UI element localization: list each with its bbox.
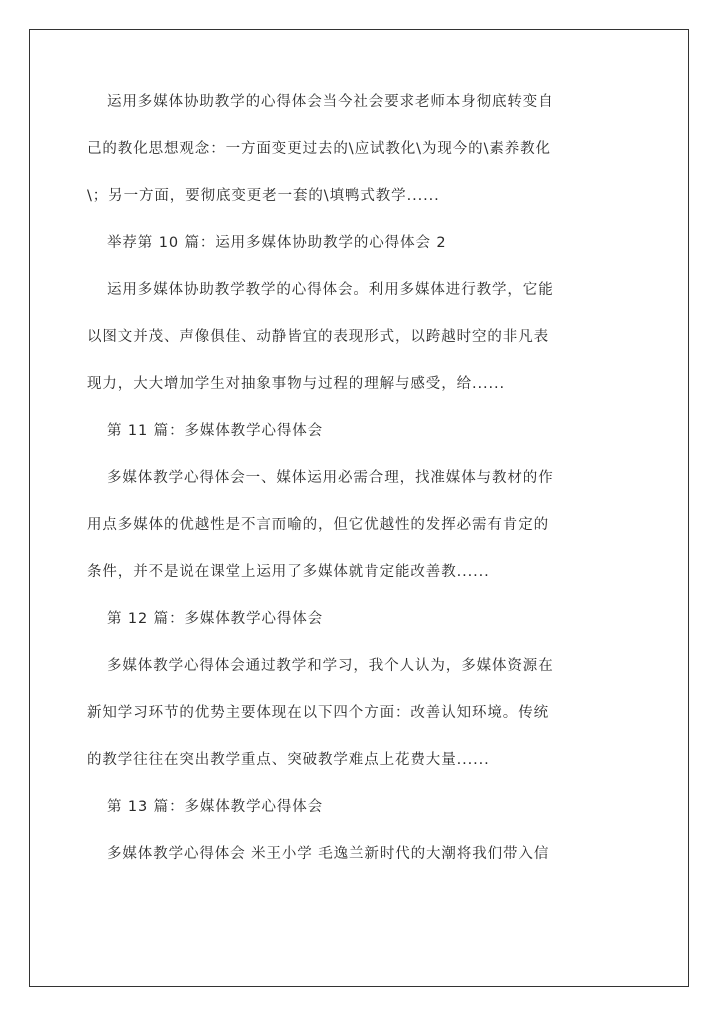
text-line: 新知学习环节的优势主要体现在以下四个方面：改善认知环境。传统 (87, 705, 549, 721)
text-line: 以图文并茂、声像俱佳、动静皆宜的表现形式，以跨越时空的非凡表 (87, 329, 549, 345)
text-line: 现力，大大增加学生对抽象事物与过程的理解与感受，给...... (87, 376, 506, 392)
text-line: 多媒体教学心得体会通过教学和学习，我个人认为，多媒体资源在 (107, 658, 554, 674)
text-line: 用点多媒体的优越性是不言而喻的，但它优越性的发挥必需有肯定的 (87, 517, 549, 533)
text-line: \；另一方面，要彻底变更老一套的\填鸭式教学...... (87, 188, 440, 204)
document-body (87, 93, 635, 892)
text-line: 条件，并不是说在课堂上运用了多媒体就肯定能改善教...... (87, 564, 490, 580)
text-line: 多媒体教学心得体会 米王小学 毛逸兰新时代的大潮将我们带入信 (107, 846, 550, 862)
text-line: 己的教化思想观念：一方面变更过去的\应试教化\为现今的\素养教化 (87, 141, 551, 157)
section-heading: 举荐第 10 篇：运用多媒体协助教学的心得体会 2 (107, 235, 447, 251)
section-heading: 第 11 篇：多媒体教学心得体会 (107, 423, 324, 439)
text-line: 的教学往往在突出教学重点、突破教学难点上花费大量...... (87, 752, 490, 768)
section-heading: 第 13 篇：多媒体教学心得体会 (107, 799, 324, 815)
section-heading: 第 12 篇：多媒体教学心得体会 (107, 611, 324, 627)
text-line: 运用多媒体协助教学的心得体会当今社会要求老师本身彻底转变自 (107, 94, 554, 110)
text-line: 多媒体教学心得体会一、媒体运用必需合理，找准媒体与教材的作 (107, 470, 554, 486)
text-line: 运用多媒体协助教学教学的心得体会。利用多媒体进行教学，它能 (107, 282, 554, 298)
